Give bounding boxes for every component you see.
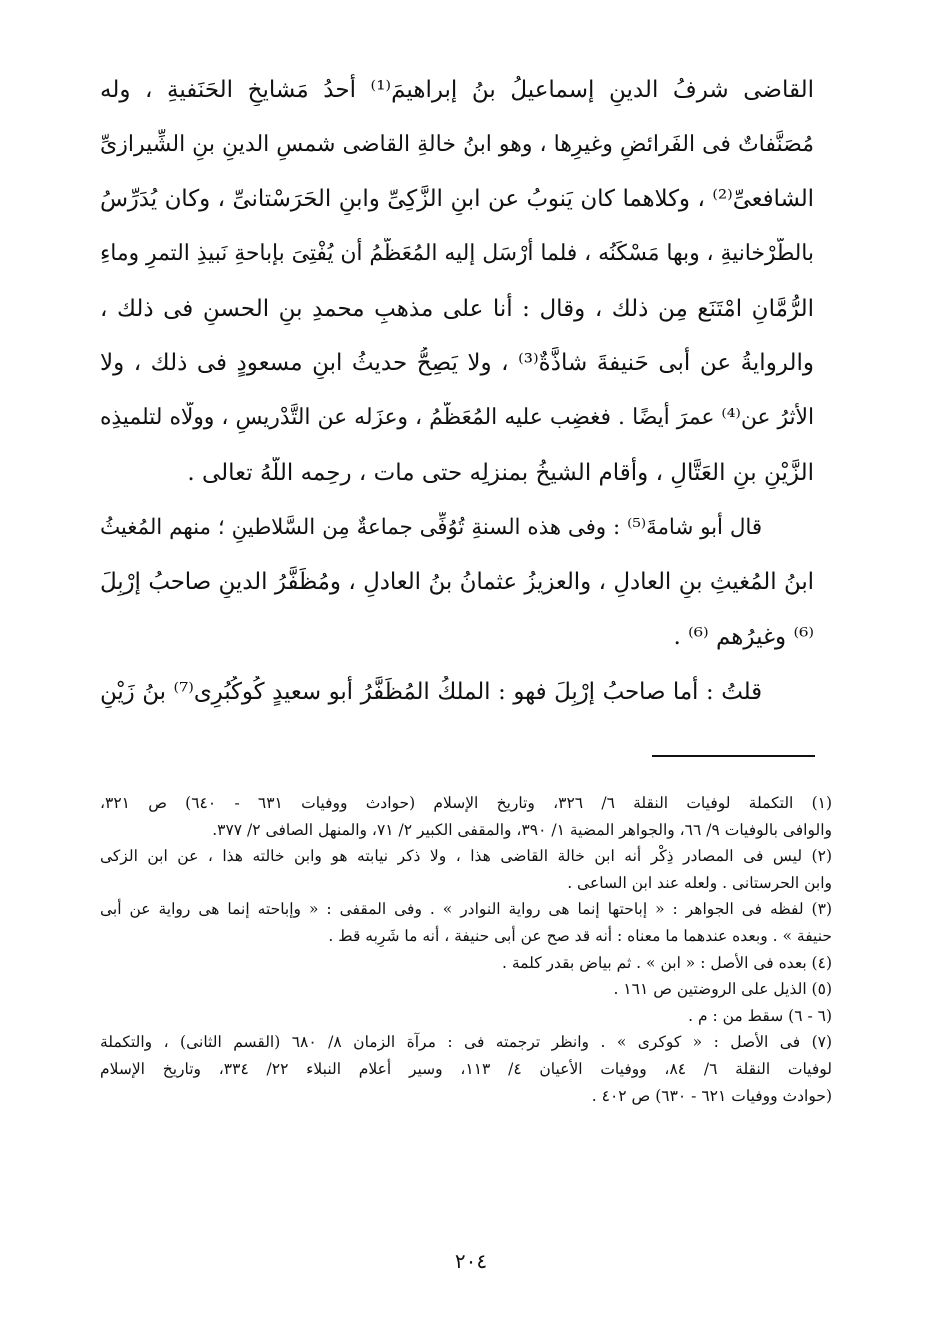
page-number: ٢٠٤: [454, 1249, 488, 1273]
footnote-line: (حوادث ووفيات ٦٢١ - ٦٣٠) ص ٤٠٢ .: [591, 1086, 832, 1105]
footnote-divider: [652, 755, 815, 757]
body-line: ابنُ المُغيثِ بنِ العادلِ ، والعزيزُ عثمانُ بنُ العادلِ ، ومُظَفَّرُ الدينِ صاحبُ إرْبِلَ: [100, 569, 814, 596]
footnotes: [100, 792, 832, 1111]
footnote-line: حنيفة » . وبعده عندهما ما معناه : أنه قد صح عن أبى حنيفة ، أنه ما شَرِبه قط .: [328, 926, 832, 945]
footnote-line: (١) التكملة لوفيات النقلة ٦/ ٣٢٦، وتاريخ الإسلام (حوادث ووفيات ٦٣١ - ٦٤٠) ص ٣٢١،: [100, 794, 832, 812]
body-line: مُصَنَّفاتٌ فى الفَرائضِ وغيرِها ، وهو ابنُ خالةِ القاضى شمسِ الدينِ بنِ الشِّيرازىِّ: [100, 131, 814, 157]
footnote-line: (٦ - ٦) سقط من : م .: [688, 1006, 832, 1025]
footnote-line: (٥) الذيل على الروضتين ص ١٦١ .: [613, 980, 832, 999]
body-line: الزَّيْنِ بنِ العَتَّالِ ، وأقام الشيخُ بمنزلِه حتى مات ، رحِمه اللَّهُ تعالى .: [187, 459, 814, 486]
body-line: بالطَّرْخانيةِ ، وبها مَسْكَنُه ، فلما أرْسَل إليه المُعَظَّمُ أن يُفْتِىَ بإباحةِ نَبيذِ التمرِ وماءِ: [100, 241, 814, 267]
body-line: القاضى شرفُ الدينِ إسماعيلُ بنُ إبراهيمَ⁽¹⁾ أحدُ مَشايخِ الحَنَفيةِ ، وله: [100, 77, 814, 103]
footnote-line: (٤) بعده فى الأصل : « ابن » . ثم بياض بقدر كلمة .: [501, 953, 832, 972]
footnote-line: لوفيات النقلة ٦/ ٨٤، ووفيات الأعيان ٤/ ١١٣، وسير أعلام النبلاء ٢٢/ ٣٣٤، وتاريخ الإسلام: [100, 1059, 832, 1078]
body-line: والروايةُ عن أبى حَنيفةَ شاذَّةٌ⁽³⁾ ، ولا يَصِحُّ حديثُ ابنِ مسعودٍ فى ذلك ، ولا: [100, 350, 814, 377]
body-line: قال أبو شامةَ⁽⁵⁾ : وفى هذه السنةِ تُوُفِّى جماعةٌ مِن السَّلاطينِ ؛ منهم المُغيثُ: [100, 514, 763, 540]
body-line: قلتُ : أما صاحبُ إرْبِلَ فهو : الملكُ المُظَفَّرُ أبو سعيدٍ كُوكُبُرِى⁽⁷⁾ بنُ زَيْنِ: [100, 678, 762, 705]
footnote-line: (٣) لفظه فى الجواهر : « إباحتها إنما هى رواية النوادر » . وفى المقفى : « وإباحته إنما هى رواية عن أبى: [100, 900, 832, 919]
body-line: الأثرُ عن⁽⁴⁾ عمرَ أيضًا . فغضِب عليه المُعَظَّمُ ، وعزَله عن التَّدْريسِ ، وولَّاه لتلميذِه: [100, 405, 814, 431]
footnote-line: والوافى بالوفيات ٩/ ٦٦، والجواهر المضية ١/ ٣٩٠، والمقفى الكبير ٢/ ٧١، والمنهل الصافى ٢/ ٣٧٧.: [212, 820, 832, 839]
body-line: ⁽⁶⁾ وغيرُهم ⁽⁶⁾ .: [673, 623, 814, 650]
footnote-line: (٢) ليس فى المصادر ذِكْر أنه ابن خالة القاضى هذا ، ولا ذكر نيابته هو وابن خالته هذا ، عن ابن الزكى: [100, 847, 832, 866]
body-line: الرُّمَّانِ امْتَنَع مِن ذلك ، وقال : أنا على مذهبِ محمدِ بنِ الحسنِ فى ذلك ،: [100, 295, 814, 322]
body-line: الشافعىِّ⁽²⁾ ، وكلاهما كان يَنوبُ عن ابنِ الزَّكِىِّ وابنِ الحَرَسْتانىِّ ، وكان يُدَرِّسُ: [100, 186, 814, 213]
footnote-line: وابن الحرستانى . ولعله عند ابن الساعى .: [567, 873, 832, 892]
footnote-line: (٧) فى الأصل : « كوكرى » . وانظر ترجمته فى : مرآة الزمان ٨/ ٦٨٠ (القسم الثانى) ، والتكملة: [100, 1033, 832, 1052]
main-text: [100, 74, 814, 730]
